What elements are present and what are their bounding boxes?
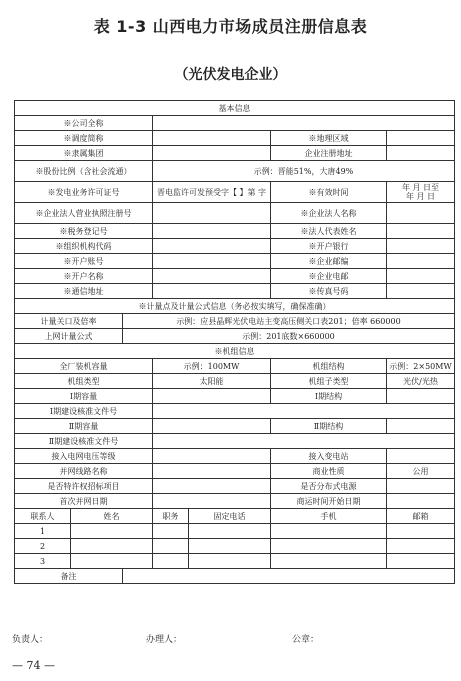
region-field[interactable]	[387, 131, 455, 146]
table-row	[15, 299, 455, 314]
phase1-approval-field[interactable]	[153, 404, 455, 419]
position-header: 职务	[153, 509, 189, 524]
phase2-approval-field[interactable]	[153, 434, 455, 449]
table-row	[15, 404, 455, 419]
address-label: ※通信地址	[15, 284, 153, 299]
phase2-structure-label: Ⅱ期结构	[271, 419, 387, 434]
license-no-label: ※发电业务许可证号	[15, 182, 153, 203]
metering-gate-label: 计量关口及倍率	[15, 314, 123, 329]
contact-position-field[interactable]	[153, 554, 189, 569]
legal-rep-label: ※法人代表姓名	[271, 224, 387, 239]
distributed-label: 是否分布式电源	[271, 479, 387, 494]
table-row	[15, 203, 455, 224]
table-row	[15, 224, 455, 239]
share-ratio-field[interactable]: 示例：晋能51%，大唐49%	[153, 161, 455, 182]
dispatch-short-field[interactable]	[153, 131, 271, 146]
phase2-capacity-label: Ⅱ期容量	[15, 419, 153, 434]
address-field[interactable]	[153, 284, 271, 299]
reg-address-label: 企业注册地址	[271, 146, 387, 161]
group-field[interactable]	[153, 146, 271, 161]
name-header: 姓名	[71, 509, 153, 524]
contact-name-field[interactable]	[71, 554, 153, 569]
email-field[interactable]	[387, 269, 455, 284]
remark-field[interactable]	[123, 569, 455, 584]
phone-header: 固定电话	[189, 509, 271, 524]
valid-dates-end: 年 月 日	[405, 192, 436, 201]
grid-formula-label: 上网计量公式	[15, 329, 123, 344]
table-row	[15, 269, 455, 284]
phase1-capacity-field[interactable]	[153, 389, 271, 404]
table-row	[15, 434, 455, 449]
substation-field[interactable]	[387, 449, 455, 464]
email-label: ※企业电邮	[271, 269, 387, 284]
contact-phone-field[interactable]	[189, 524, 271, 539]
commercial-date-label: 商运时间开始日期	[271, 494, 387, 509]
valid-period-label: ※有效时间	[271, 182, 387, 203]
phase2-approval-label: Ⅱ期建设核准文件号	[15, 434, 153, 449]
grid-voltage-label: 接入电网电压等级	[15, 449, 153, 464]
contact-mobile-field[interactable]	[271, 539, 387, 554]
contact-name-field[interactable]	[71, 524, 153, 539]
table-row	[15, 539, 455, 554]
grid-voltage-field[interactable]	[153, 449, 271, 464]
table-row	[15, 239, 455, 254]
table-row	[15, 494, 455, 509]
table-row	[15, 116, 455, 131]
phase1-approval-label: Ⅰ期建设核准文件号	[15, 404, 153, 419]
valid-dates-field[interactable]	[387, 182, 455, 203]
unit-type-field[interactable]: 太阳能	[153, 374, 271, 389]
contact-row-number: 3	[15, 554, 71, 569]
region-label: ※地理区域	[271, 131, 387, 146]
fax-field[interactable]	[387, 284, 455, 299]
company-name-field[interactable]	[153, 116, 455, 131]
grid-formula-field[interactable]: 示例：201底数×660000	[123, 329, 455, 344]
unit-type-label: 机组类型	[15, 374, 153, 389]
section-metering: ※计量点及计量公式信息（务必按实填写，确保准确）	[15, 299, 455, 314]
zip-label: ※企业邮编	[271, 254, 387, 269]
page-number: — 74 —	[12, 659, 55, 672]
unit-structure-field[interactable]: 示例：2×50MW	[387, 359, 455, 374]
total-capacity-field[interactable]: 示例：100MW	[153, 359, 271, 374]
contact-email-field[interactable]	[387, 539, 455, 554]
table-row	[15, 131, 455, 146]
table-row	[15, 449, 455, 464]
mobile-header: 手机	[271, 509, 387, 524]
fax-label: ※传真号码	[271, 284, 387, 299]
contact-name-field[interactable]	[71, 539, 153, 554]
contact-position-field[interactable]	[153, 524, 189, 539]
group-label: ※隶属集团	[15, 146, 153, 161]
page-subtitle: （光伏发电企业）	[174, 67, 287, 83]
bank-field[interactable]	[387, 239, 455, 254]
special-license-label: 是否特许权招标项目	[15, 479, 153, 494]
section-basic-info: 基本信息	[15, 101, 455, 116]
valid-dates-start: 年 月 日至	[401, 183, 440, 192]
nature-label: 商业性质	[271, 464, 387, 479]
table-row	[15, 329, 455, 344]
commercial-date-field[interactable]	[387, 494, 455, 509]
mailbox-header: 邮箱	[387, 509, 455, 524]
table-row	[15, 359, 455, 374]
distributed-field[interactable]	[387, 479, 455, 494]
special-license-field[interactable]	[153, 479, 271, 494]
table-row	[15, 524, 455, 539]
substation-label: 接入变电站	[271, 449, 387, 464]
unit-structure-label: 机组结构	[271, 359, 387, 374]
legal-rep-field[interactable]	[387, 224, 455, 239]
contact-phone-field[interactable]	[189, 554, 271, 569]
license-no-field[interactable]: 晋电监许可发预受字【 】第 字	[153, 182, 271, 203]
org-code-label: ※组织机构代码	[15, 239, 153, 254]
org-code-field[interactable]	[153, 239, 271, 254]
remark-label: 备注	[15, 569, 123, 584]
table-row	[15, 284, 455, 299]
table-row	[15, 509, 455, 524]
table-row	[15, 374, 455, 389]
phase1-structure-field[interactable]	[387, 389, 455, 404]
table-row	[15, 569, 455, 584]
registration-form-table	[14, 100, 455, 584]
unit-subtype-field[interactable]: 光伏/光热	[387, 374, 455, 389]
nature-field[interactable]: 公用	[387, 464, 455, 479]
table-row	[15, 419, 455, 434]
table-row	[15, 254, 455, 269]
account-label: ※开户账号	[15, 254, 153, 269]
contact-row-number: 2	[15, 539, 71, 554]
table-row	[15, 101, 455, 116]
first-grid-date-field[interactable]	[153, 494, 271, 509]
metering-gate-field[interactable]: 示例：应县晶辉光伏电站主变高压侧关口表201；倍率 660000	[123, 314, 455, 329]
dispatch-short-label: ※调度简称	[15, 131, 153, 146]
contact-mobile-field[interactable]	[271, 554, 387, 569]
contact-email-field[interactable]	[387, 554, 455, 569]
phase1-capacity-label: Ⅰ期容量	[15, 389, 153, 404]
account-name-label: ※开户名称	[15, 269, 153, 284]
legal-license-label: ※企业法人营业执照注册号	[15, 203, 153, 224]
section-unit-info: ※机组信息	[15, 344, 455, 359]
phase2-structure-field[interactable]	[387, 419, 455, 434]
table-row	[15, 182, 455, 203]
first-grid-date-label: 首次并网日期	[15, 494, 153, 509]
table-row	[15, 314, 455, 329]
total-capacity-label: 全厂装机容量	[15, 359, 153, 374]
legal-name-label: ※企业法人名称	[271, 203, 387, 224]
table-row	[15, 464, 455, 479]
table-row	[15, 554, 455, 569]
table-row	[15, 389, 455, 404]
line-name-field[interactable]	[153, 464, 271, 479]
contact-row-number: 1	[15, 524, 71, 539]
phase1-structure-label: Ⅰ期结构	[271, 389, 387, 404]
share-ratio-label: ※股份比例（含社会流通）	[15, 161, 153, 182]
table-row	[15, 161, 455, 182]
unit-subtype-label: 机组子类型	[271, 374, 387, 389]
tax-no-field[interactable]	[153, 224, 271, 239]
account-field[interactable]	[153, 254, 271, 269]
account-name-field[interactable]	[153, 269, 271, 284]
page-title: 表 1-3 山西电力市场成员注册信息表	[93, 17, 368, 36]
bank-label: ※开户银行	[271, 239, 387, 254]
responsible-label: 负责人：	[12, 635, 49, 645]
phase2-capacity-field[interactable]	[153, 419, 271, 434]
contact-phone-field[interactable]	[189, 539, 271, 554]
contact-email-field[interactable]	[387, 524, 455, 539]
legal-name-field[interactable]	[387, 203, 455, 224]
zip-field[interactable]	[387, 254, 455, 269]
table-row	[15, 479, 455, 494]
line-name-label: 并网线路名称	[15, 464, 153, 479]
legal-license-field[interactable]	[153, 203, 271, 224]
seal-label: 公章：	[292, 635, 320, 645]
table-row	[15, 146, 455, 161]
company-name-label: ※公司全称	[15, 116, 153, 131]
tax-no-label: ※税务登记号	[15, 224, 153, 239]
reg-address-field[interactable]	[387, 146, 455, 161]
contact-position-field[interactable]	[153, 539, 189, 554]
table-row	[15, 344, 455, 359]
handler-label: 办理人：	[146, 635, 183, 645]
contact-mobile-field[interactable]	[271, 524, 387, 539]
contact-header: 联系人	[15, 509, 71, 524]
